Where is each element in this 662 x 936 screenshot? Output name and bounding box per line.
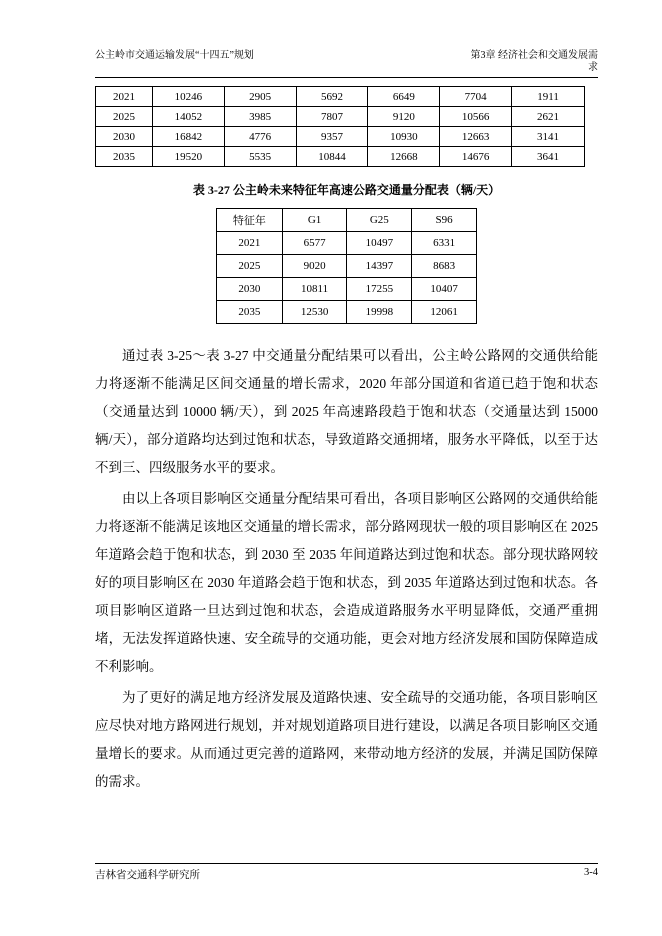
body-paragraph: 由以上各项目影响区交通量分配结果可看出，各项目影响区公路网的交通供给能力将逐渐不能满足该地区交通量的增长需求，部分路网现状一般的项目影响区在 2025 年道路会趋于饱和状态，到 2030 至 2035 年间道路达到过饱和状态。部分现状路网较好的项目影响区在 2030 年道路会趋于饱和状态，到 2035 年道路达到过饱和状态。各项目影响区道路一旦达到过饱和状态，会造成道路服务水平明显降低，交通严重拥堵，无法发挥道路快速、安全疏导的交通功能，更会对地方经济发展和国防保障造成不利影响。 bbox=[95, 491, 598, 674]
table-row bbox=[96, 127, 585, 147]
table-cell: 2035 bbox=[96, 147, 153, 167]
table-cell: 2030 bbox=[96, 127, 153, 147]
table-row bbox=[96, 107, 585, 127]
table-cell: 6577 bbox=[282, 232, 347, 255]
table-cell: 17255 bbox=[347, 278, 412, 301]
table-row bbox=[217, 232, 477, 255]
table-header-cell: G25 bbox=[347, 209, 412, 232]
table-row bbox=[96, 87, 585, 107]
body-text bbox=[95, 342, 598, 796]
traffic-volume-table bbox=[95, 86, 585, 167]
table-cell: 3985 bbox=[224, 107, 296, 127]
traffic-table-body bbox=[96, 87, 585, 167]
content-area bbox=[95, 50, 598, 799]
table-header-cell: S96 bbox=[412, 209, 477, 232]
table-cell: 2021 bbox=[96, 87, 153, 107]
table-cell: 10566 bbox=[440, 107, 512, 127]
highway-table-head bbox=[217, 209, 477, 232]
table-cell: 5535 bbox=[224, 147, 296, 167]
page-header bbox=[95, 50, 598, 78]
table-cell: 10811 bbox=[282, 278, 347, 301]
table-cell: 5692 bbox=[296, 87, 368, 107]
highway-table-body bbox=[217, 232, 477, 324]
table-cell: 2025 bbox=[217, 255, 283, 278]
table-cell: 16842 bbox=[152, 127, 224, 147]
table-row bbox=[96, 147, 585, 167]
table-cell: 14052 bbox=[152, 107, 224, 127]
header-chapter-line1: 第3章 经济社会和交通发展需 bbox=[470, 50, 598, 61]
page-footer bbox=[95, 863, 598, 882]
table-cell: 2030 bbox=[217, 278, 283, 301]
highway-traffic-table bbox=[216, 208, 477, 324]
table-cell: 10497 bbox=[347, 232, 412, 255]
table-cell: 4776 bbox=[224, 127, 296, 147]
table-cell: 2621 bbox=[512, 107, 585, 127]
table-cell: 19998 bbox=[347, 301, 412, 324]
table-cell: 19520 bbox=[152, 147, 224, 167]
table-row bbox=[217, 278, 477, 301]
table-cell: 2035 bbox=[217, 301, 283, 324]
header-document-title: 公主岭市交通运输发展“十四五”规划 bbox=[95, 50, 254, 61]
table-cell: 9020 bbox=[282, 255, 347, 278]
table-cell: 14676 bbox=[440, 147, 512, 167]
table-row bbox=[217, 255, 477, 278]
table-caption: 表 3-27 公主岭未来特征年高速公路交通量分配表（辆/天） bbox=[192, 183, 501, 197]
table-cell: 2025 bbox=[96, 107, 153, 127]
table-cell: 12530 bbox=[282, 301, 347, 324]
table-cell: 8683 bbox=[412, 255, 477, 278]
table-cell: 10246 bbox=[152, 87, 224, 107]
table-cell: 2021 bbox=[217, 232, 283, 255]
table-cell: 9357 bbox=[296, 127, 368, 147]
footer-organization: 吉林省交通科学研究所 bbox=[95, 870, 200, 881]
table-cell: 14397 bbox=[347, 255, 412, 278]
header-chapter-line2: 求 bbox=[588, 62, 598, 73]
table-cell: 10407 bbox=[412, 278, 477, 301]
header-chapter-title bbox=[471, 50, 599, 74]
table-header-cell: 特征年 bbox=[217, 209, 283, 232]
table-cell: 6649 bbox=[368, 87, 440, 107]
table-cell: 1911 bbox=[512, 87, 585, 107]
table-cell: 6331 bbox=[412, 232, 477, 255]
table-cell: 12061 bbox=[412, 301, 477, 324]
body-paragraph: 通过表 3-25～表 3-27 中交通量分配结果可以看出，公主岭公路网的交通供给能力将逐渐不能满足区间交通量的增长需求，2020 年部分国道和省道已趋于饱和状态（交通量达到 10000 辆/天），到 2025 年高速路段趋于饱和状态（交通量达到 15000 辆/天），部分道路均达到过饱和状态，导致道路交通拥堵，服务水平降低，以至于达不到三、四级服务水平的要求。 bbox=[95, 348, 598, 475]
table-cell: 3641 bbox=[512, 147, 585, 167]
footer-page-number: 3-4 bbox=[584, 867, 598, 878]
body-paragraph: 为了更好的满足地方经济发展及道路快速、安全疏导的交通功能，各项目影响区应尽快对地方路网进行规划，并对规划道路项目进行建设，以满足各项目影响区交通量增长的要求。从而通过更完善的道路网，来带动地方经济的发展，并满足国防保障的需求。 bbox=[95, 690, 598, 789]
table-header-row bbox=[217, 209, 477, 232]
table-cell: 12668 bbox=[368, 147, 440, 167]
table-cell: 2905 bbox=[224, 87, 296, 107]
table-cell: 7807 bbox=[296, 107, 368, 127]
table-cell: 9120 bbox=[368, 107, 440, 127]
table-cell: 10930 bbox=[368, 127, 440, 147]
table-cell: 12663 bbox=[440, 127, 512, 147]
table-header-cell: G1 bbox=[282, 209, 347, 232]
table-cell: 7704 bbox=[440, 87, 512, 107]
table-row bbox=[217, 301, 477, 324]
table-cell: 3141 bbox=[512, 127, 585, 147]
table-cell: 10844 bbox=[296, 147, 368, 167]
